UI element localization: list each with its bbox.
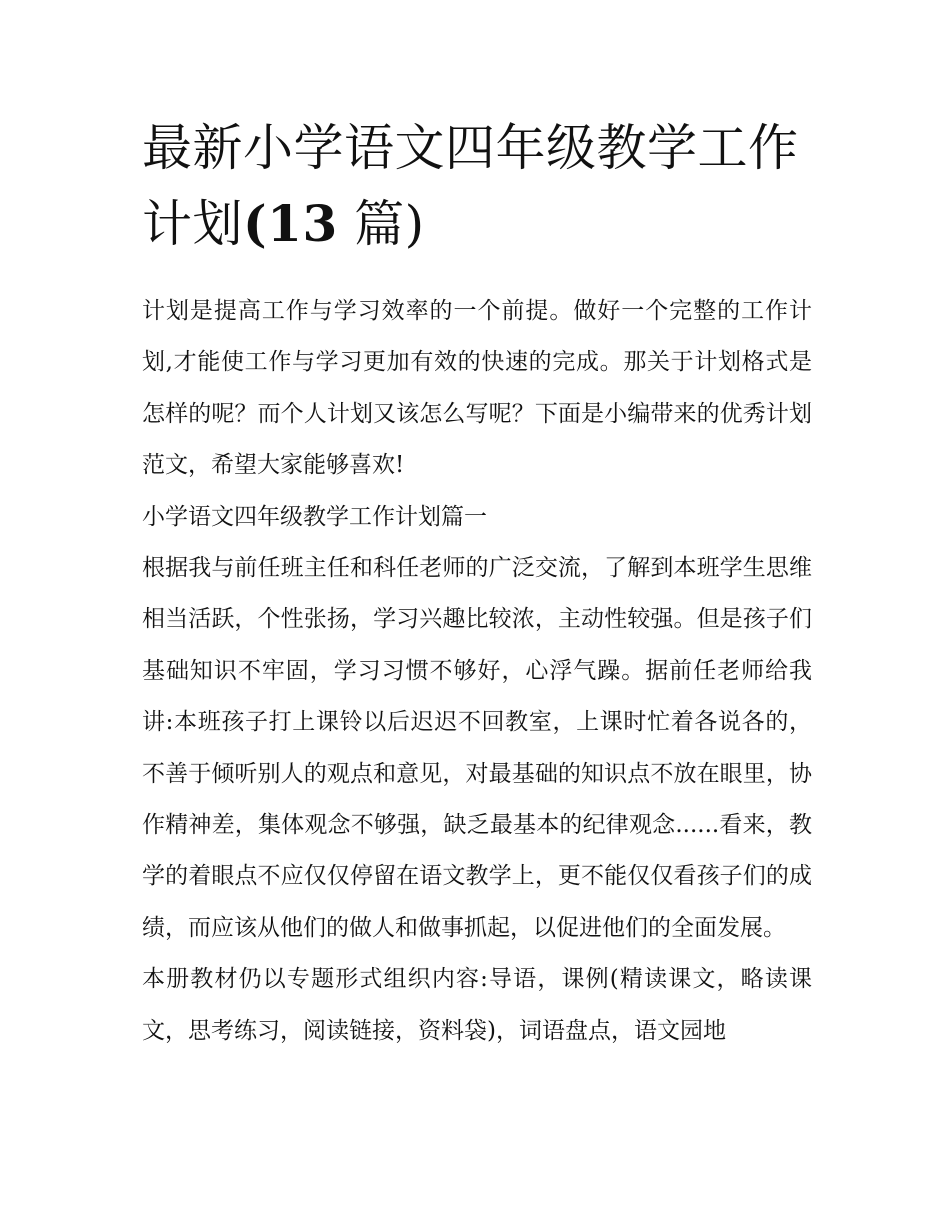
document-title: 最新小学语文四年级教学工作计划(13 篇) [142, 119, 799, 253]
document-body [142, 286, 812, 1057]
intro-paragraph: 计划是提高工作与学习效率的一个前提。做好一个完整的工作计划,才能使工作与学习更加有效的快速的完成。那关于计划格式是怎样的呢？而个人计划又该怎么写呢？下面是小编带来的优秀计划范文，希望大家能够喜欢! [142, 298, 812, 479]
document-page [142, 110, 812, 1057]
section-heading: 小学语文四年级教学工作计划篇一 [142, 503, 487, 530]
title-count: (13 [243, 194, 338, 253]
body-paragraph: 根据我与前任班主任和科任老师的广泛交流，了解到本班学生思维相当活跃，个性张扬，学习兴趣比较浓，主动性较强。但是孩子们基础知识不牢固，学习习惯不够好，心浮气躁。据前任老师给我讲:本班孩子打上课铃以后迟迟不回教室，上课时忙着各说各的，不善于倾听别人的观点和意见，对最基础的知识点不放在眼里，协作精神差，集体观念不够强，缺乏最基本的纪律观念......看来，教学的着眼点不应仅仅停留在语文教学上，更不能仅仅看孩子们的成绩，而应该从他们的做人和做事抓起，以促进他们的全面发展。 [142, 555, 812, 941]
body-paragraph: 本册教材仍以专题形式组织内容:导语，课例(精读课文，略读课文，思考练习，阅读链接，资料袋)，词语盘点，语文园地 [142, 966, 812, 1044]
